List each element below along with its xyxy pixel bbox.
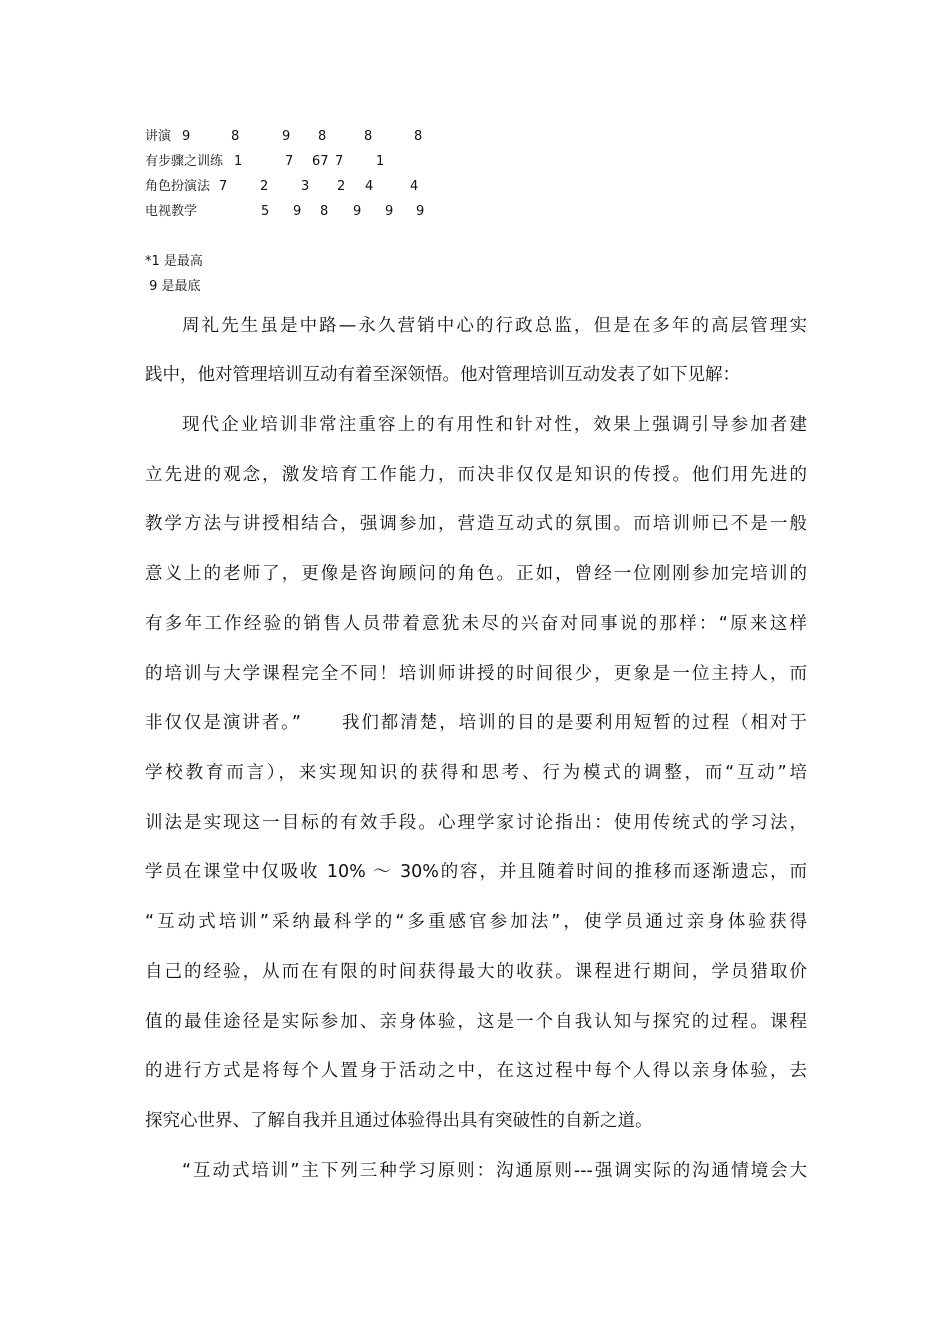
paragraph-line: “互动式培训”采纳最科学的“多重感官参加法”，使学员通过亲身体验获得 <box>145 912 807 932</box>
row-label: 电视教学 <box>145 204 198 219</box>
paragraph-line: 学校教育而言），来实现知识的获得和思考、行为模式的调整，而“互动”培 <box>145 763 807 783</box>
paragraph-line: 有多年工作经验的销售人员带着意犹未尽的兴奋对同事说的那样：“原来这样 <box>145 614 807 634</box>
cell-value: 7 <box>285 154 294 169</box>
cell-value: 9 <box>282 129 291 144</box>
paragraph-line: 非仅仅是演讲者。” 我们都清楚，培训的目的是要利用短暂的过程（相对于 <box>145 713 807 733</box>
cell-value: 7 <box>335 154 344 169</box>
paragraph-line: 践中，他对管理培训互动有着至深领悟。他对管理培训互动发表了如下见解： <box>145 365 740 385</box>
cell-value: 8 <box>364 129 373 144</box>
cell-value: 9 <box>353 204 362 219</box>
cell-value: 8 <box>414 129 423 144</box>
cell-value: 9 <box>385 204 394 219</box>
paragraph-line: 立先进的观念，激发培育工作能力，而决非仅仅是知识的传授。他们用先进的 <box>145 465 807 485</box>
paragraph-line: 意义上的老师了，更像是咨询顾问的角色。正如，曾经一位刚刚参加完培训的 <box>145 564 807 584</box>
paragraph-line: 学员在课堂中仅吸收 10% ～ 30%的容，并且随着时间的推移而逐渐遗忘，而 <box>145 862 807 882</box>
cell-value: 2 <box>260 179 269 194</box>
paragraph-line: 周礼先生虽是中路—永久营销中心的行政总监，但是在多年的高层管理实 <box>182 316 807 336</box>
cell-value: 1 <box>376 154 385 169</box>
cell-value: 9 <box>182 129 191 144</box>
paragraph-line: 教学方法与讲授相结合，强调参加，营造互动式的氛围。而培训师已不是一般 <box>145 514 807 534</box>
footnote: 9 是最底 <box>145 279 201 294</box>
paragraph-line: 的培训与大学课程完全不同！培训师讲授的时间很少，更象是一位主持人，而 <box>145 664 807 684</box>
paragraph-line: 自己的经验，从而在有限的时间获得最大的收获。课程进行期间，学员猎取价 <box>145 962 807 982</box>
cell-value: 67 <box>312 154 329 169</box>
paragraph-line: “互动式培训”主下列三种学习原则：沟通原则---强调实际的沟通情境会大 <box>182 1161 807 1181</box>
cell-value: 8 <box>320 204 329 219</box>
cell-value: 8 <box>318 129 327 144</box>
cell-value: 8 <box>231 129 240 144</box>
paragraph-line: 训法是实现这一目标的有效手段。心理学家讨论指出：使用传统式的学习法， <box>145 813 807 833</box>
paragraph-line: 的进行方式是将每个人置身于活动之中，在这过程中每个人得以亲身体验，去 <box>145 1061 807 1081</box>
row-label: 讲演 <box>145 129 172 144</box>
cell-value: 9 <box>293 204 302 219</box>
cell-value: 9 <box>416 204 425 219</box>
cell-value: 5 <box>261 204 270 219</box>
paragraph-line: 值的最佳途径是实际参加、亲身体验，这是一个自我认知与探究的过程。课程 <box>145 1012 807 1032</box>
paragraph-line: 探究心世界、了解自我并且通过体验得出具有突破性的自新之道。 <box>145 1111 653 1131</box>
cell-value: 4 <box>365 179 374 194</box>
paragraph-line: 现代企业培训非常注重容上的有用性和针对性，效果上强调引导参加者建 <box>182 415 807 435</box>
cell-value: 7 <box>219 179 228 194</box>
footnote: *1 是最高 <box>145 254 203 269</box>
cell-value: 2 <box>337 179 346 194</box>
cell-value: 3 <box>301 179 310 194</box>
row-label: 角色扮演法 <box>145 179 211 194</box>
row-label: 有步骤之训练 <box>145 154 224 169</box>
cell-value: 1 <box>234 154 243 169</box>
cell-value: 4 <box>410 179 419 194</box>
